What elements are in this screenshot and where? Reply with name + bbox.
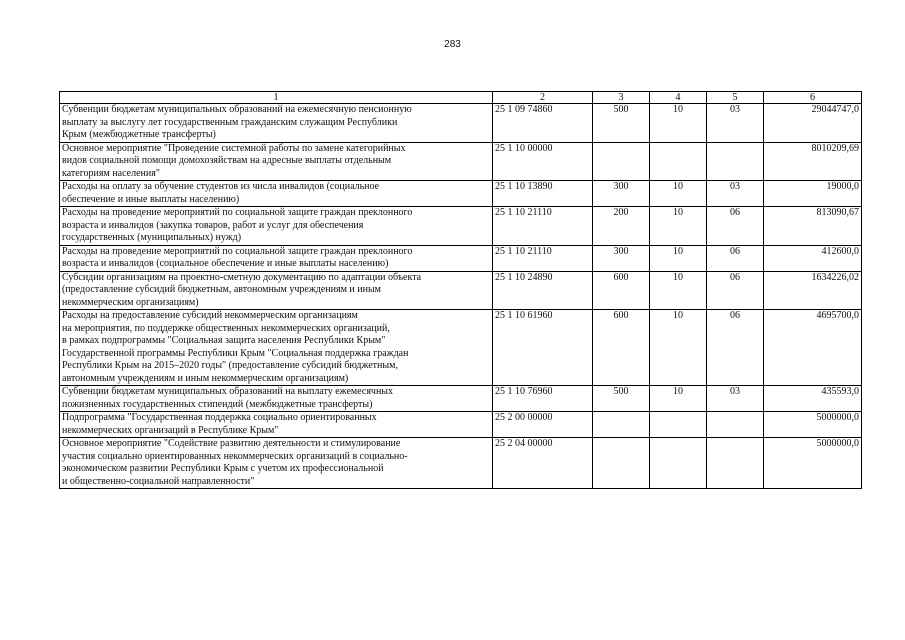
section-code [650,412,707,438]
row-description [60,142,493,181]
description-line: Субвенции бюджетам муниципальных образований на ежемесячную пенсионную [62,104,412,115]
section-code: 10 [650,181,707,207]
expense-type-code [593,412,650,438]
column-header: 1 [60,92,493,104]
description-line: (предоставление субсидий бюджетным, автономным учреждениям и иным [62,284,381,295]
row-description [60,207,493,246]
description-line: Крым (межбюджетные трансферты) [62,129,216,140]
description-line: в рамках подпрограммы "Социальная защита населения Республики Крым" [62,335,386,346]
description-line: на мероприятия, по поддержке общественных некоммерческих организаций, [62,322,390,334]
subsection-code: 03 [707,181,764,207]
row-description [60,245,493,271]
description-line: Основное мероприятие "Содействие развитию деятельности и стимулирование [62,438,401,449]
amount-value: 29044747,0 [764,104,862,143]
amount-value: 5000000,0 [764,438,862,489]
target-article-code: 25 1 10 24890 [493,271,593,310]
target-article-code: 25 1 10 00000 [493,142,593,181]
description-line: участия социально ориентированных некоммерческих организаций в социально- [62,450,408,462]
expense-type-code [593,438,650,489]
target-article-code: 25 1 09 74860 [493,104,593,143]
description-line: категориям населения" [62,167,160,179]
description-line: Расходы на предоставление субсидий некоммерческим организациям [62,310,358,321]
expense-type-code: 300 [593,181,650,207]
section-code: 10 [650,207,707,246]
description-line: Основное мероприятие "Проведение системной работы по замене категорийных [62,142,406,154]
description-line: обеспечение и иные выплаты населению) [62,193,240,205]
table-row [60,386,862,412]
target-article-code: 25 1 10 61960 [493,310,593,386]
row-description [60,271,493,310]
description-line: Расходы на проведение мероприятий по социальной защите граждан преклонного [62,245,413,257]
expense-type-code: 500 [593,104,650,143]
table-row [60,181,862,207]
amount-value: 5000000,0 [764,412,862,438]
amount-value: 813090,67 [764,207,862,246]
amount-value: 435593,0 [764,386,862,412]
section-code: 10 [650,245,707,271]
column-header: 3 [593,92,650,104]
table-row [60,207,862,246]
expense-type-code: 300 [593,245,650,271]
description-line: выплату за выслугу лет государственным гражданским служащим Республики [62,116,398,128]
amount-value: 8010209,69 [764,142,862,181]
expense-type-code: 500 [593,386,650,412]
subsection-code [707,438,764,489]
subsection-code [707,142,764,181]
table-row [60,142,862,181]
section-code: 10 [650,271,707,310]
description-line: возраста и инвалидов (закупка товаров, работ и услуг для обеспечения [62,219,364,231]
description-line: некоммерческим организациям) [62,296,199,308]
subsection-code: 06 [707,271,764,310]
row-description [60,104,493,143]
column-header: 2 [493,92,593,104]
column-header: 4 [650,92,707,104]
subsection-code: 06 [707,245,764,271]
target-article-code: 25 1 10 76960 [493,386,593,412]
table-row [60,412,862,438]
amount-value: 19000,0 [764,181,862,207]
section-code [650,142,707,181]
target-article-code: 25 1 10 21110 [493,207,593,246]
table-row [60,438,862,489]
description-line: Субвенции бюджетам муниципальных образований на выплату ежемесячных [62,386,394,397]
row-description [60,438,493,489]
row-description [60,181,493,207]
description-line: видов социальной помощи домохозяйствам на адресные выплаты отдельным [62,155,392,166]
expense-type-code: 600 [593,271,650,310]
section-code: 10 [650,386,707,412]
expense-type-code [593,142,650,181]
header-row [60,92,862,104]
description-line: некоммерческих организаций в Республике Крым" [62,424,279,436]
description-line: Расходы на проведение мероприятий по социальной защите граждан преклонного [62,207,413,218]
section-code: 10 [650,310,707,386]
budget-table [59,91,862,489]
description-line: и общественно-социальной направленности" [62,475,255,487]
description-line: экономическом развитии Республики Крым с учетом их профессиональной [62,463,384,474]
table-row [60,271,862,310]
amount-value: 1634226,02 [764,271,862,310]
column-header: 6 [764,92,862,104]
description-line: автономным учреждениям и иным некоммерческим организациям) [62,372,349,384]
table-row [60,104,862,143]
expense-type-code: 600 [593,310,650,386]
subsection-code: 06 [707,310,764,386]
target-article-code: 25 2 04 00000 [493,438,593,489]
expense-type-code: 200 [593,207,650,246]
row-description [60,310,493,386]
description-line: Субсидии организациям на проектно-сметную документацию по адаптации объекта [62,271,422,283]
subsection-code: 06 [707,207,764,246]
row-description [60,412,493,438]
description-line: государственных (муниципальных) нужд) [62,232,242,243]
target-article-code: 25 1 10 21110 [493,245,593,271]
row-description [60,386,493,412]
section-code: 10 [650,104,707,143]
subsection-code: 03 [707,386,764,412]
table-row [60,245,862,271]
description-line: пожизненных государственных стипендий (межбюджетные трансферты) [62,398,373,410]
table-row [60,310,862,386]
page-number: 283 [444,39,461,50]
description-line: Подпрограмма "Государственная поддержка социально ориентированных [62,412,377,423]
section-code [650,438,707,489]
description-line: возраста и инвалидов (социальное обеспечение и иные выплаты населению) [62,258,389,269]
target-article-code: 25 1 10 13890 [493,181,593,207]
description-line: Государственной программы Республики Крым "Социальная поддержка граждан [62,347,409,359]
description-line: Расходы на оплату за обучение студентов из числа инвалидов (социальное [62,181,380,192]
column-header: 5 [707,92,764,104]
amount-value: 412600,0 [764,245,862,271]
subsection-code: 03 [707,104,764,143]
description-line: Республики Крым на 2015–2020 годы" (предоставление субсидий бюджетным, [62,360,398,371]
subsection-code [707,412,764,438]
amount-value: 4695700,0 [764,310,862,386]
target-article-code: 25 2 00 00000 [493,412,593,438]
